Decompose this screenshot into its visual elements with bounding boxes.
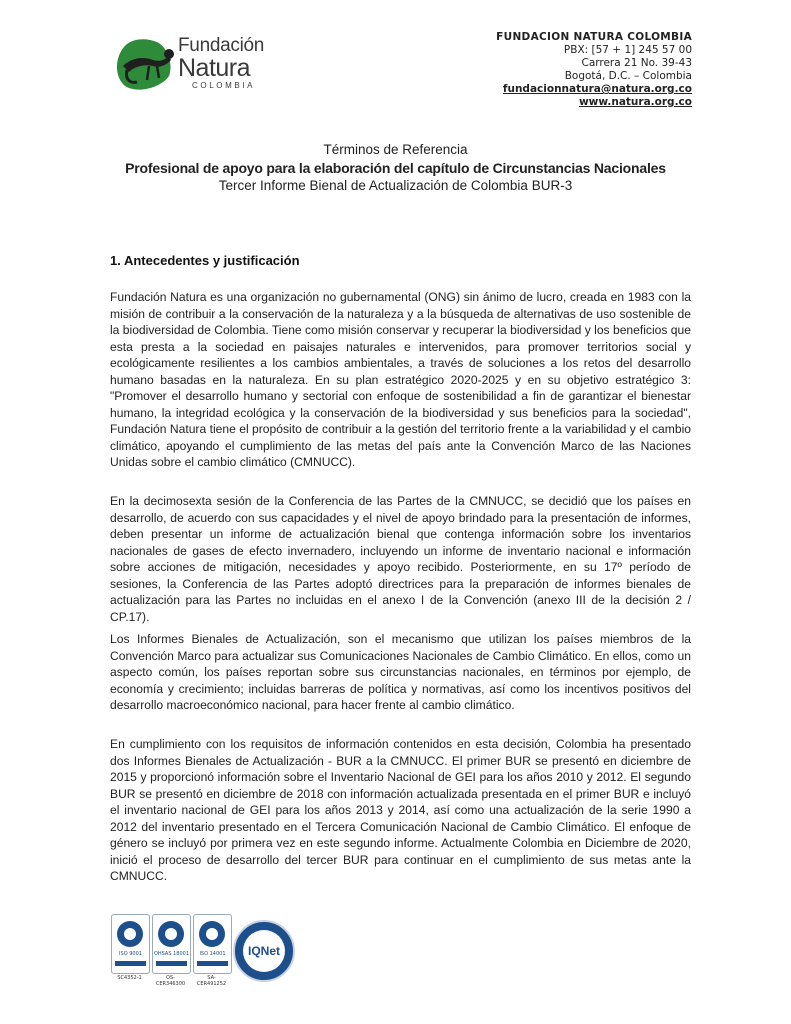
badge-code: SA-CER491252 <box>196 975 227 987</box>
badge-standard: ISO 9001 <box>119 951 142 957</box>
ohsas-18001-badge <box>152 914 191 974</box>
icontec-icon <box>158 921 184 947</box>
icontec-icon <box>117 921 143 947</box>
iqnet-label: IQNet <box>243 930 285 972</box>
paragraph-4: En cumplimiento con los requisitos de información contenidos en esta decisión, Colombia ha presentado dos Informes Bienales de Actualización - BUR a la CMNUCC. El primer BUR se presentó en diciembre de 2015 y proporcionó información sobre el Inventario Nacional de GEI para los años 2010 y 2012. El segundo BUR se presentó en diciembre de 2018 con información actualizada presentada en el primer BUR e incluyó el inventario nacional de GEI para los años 2013 y 2014, así como una actualización de la serie 1990 a 2012 del inventario presentado en el Tercera Comunicación Nacional de Cambio Climático. El enfoque de género se incluyó por primera vez en este segundo informe. Actualmente Colombia en Diciembre de 2020, inició el proceso de desarrollo del tercer BUR para continuar en el cumplimiento de sus metas ante la CMNUCC. <box>110 737 691 883</box>
badge-bar <box>197 961 228 966</box>
paragraph-1: Fundación Natura es una organización no gubernamental (ONG) sin ánimo de lucro, creada en 1983 con la misión de contribuir a la conservación de la naturaleza y a la búsqueda de alternativas de uso sostenible de la biodiversidad de Colombia. Tiene como misión conservar y recuperar la biodiversidad y los beneficios que esta presta a la sociedad en paisajes naturales e intervenidos, para promover territorios social y ecológicamente resilientes a los cambios ambientales, a través de soluciones a los retos del desarrollo humano basadas en la naturaleza. En su plan estratégico 2020-2025 y en su objetivo estratégico 3: "Promover el desarrollo humano y sectorial con enfoque de sostenibilidad a fin de garantizar el bienestar humano, la integridad ecológica y la conservación de la biodiversidad y sus beneficios para la sociedad", Fundación Natura tiene el propósito de contribuir a la gestión del territorio frente a la variabilidad y el cambio climático, apoyando el cumplimiento de las metas del país ante la Convención Marco de las Naciones Unidas sobre el cambio climático (CMNUCC). <box>110 290 691 469</box>
paragraph-2: En la decimosexta sesión de la Conferencia de las Partes de la CMNUCC, se decidió que los países en desarrollo, de acuerdo con sus capacidades y el nivel de apoyo brindado para la presentación de informes, deben presentar un informe de actualización bienal que contenga información sobre los inventarios nacionales de gases de efecto invernadero, incluyendo un informe de inventario nacional e información sobre acciones de mitigación, necesidades y apoyo recibido. Posteriormente, en su 17º período de sesiones, la Conferencia de las Partes adoptó directrices para la preparación de informes bienales de actualización para las Partes no incluidas en el anexo I de la Convención (anexo III de la decisión 2 / CP.17). <box>110 494 691 624</box>
logo-line3: COLOMBIA <box>192 81 256 90</box>
org-name: FUNDACION NATURA COLOMBIA <box>496 31 692 43</box>
logo-wordmark <box>178 36 264 92</box>
city: Bogotá, D.C. – Colombia <box>564 70 692 82</box>
badge-standard: OHSAS 18001 <box>153 951 190 957</box>
iso-14001-badge <box>193 914 232 974</box>
certification-badges <box>111 914 291 987</box>
badge-bar <box>115 961 146 966</box>
badge-standard: ISO 14001 <box>199 951 226 957</box>
phone-number: PBX: [57 + 1] 245 57 00 <box>563 44 692 56</box>
title-line1: Términos de Referencia <box>323 142 468 157</box>
website-link[interactable]: www.natura.org.co <box>578 96 692 108</box>
logo-line1: Fundación <box>178 35 265 56</box>
icontec-icon <box>199 921 225 947</box>
title-line2: Profesional de apoyo para la elaboración del capítulo de Circunstancias Nacionales <box>125 160 666 176</box>
street-address: Carrera 21 No. 39-43 <box>581 57 692 69</box>
iqnet-badge <box>233 920 295 982</box>
badge-bar <box>156 961 187 966</box>
iso-9001-badge <box>111 914 150 974</box>
badge-code: SC4352-1 <box>117 975 142 981</box>
paragraph-3: Los Informes Bienales de Actualización, son el mecanismo que utilizan los países miembros de la Convención Marco para actualizar sus Comunicaciones Nacionales de Cambio Climático. En ellos, como un aspecto común, los países reportan sobre sus circunstancias nacionales, en términos por ejemplo, de economía y crecimiento; incluidas barreras de política y normativas, así como los incentivos positivos del desarrollo macroeconómico nacional, para hacer frente al cambio climático. <box>110 632 691 712</box>
email-link[interactable]: fundacionnatura@natura.org.co <box>502 83 692 95</box>
title-line3: Tercer Informe Bienal de Actualización de Colombia BUR-3 <box>218 178 573 193</box>
document-title <box>0 141 791 195</box>
badge-code: OS-CER346300 <box>155 975 186 987</box>
contact-block <box>496 31 692 109</box>
section-heading: 1. Antecedentes y justificación <box>110 253 300 268</box>
logo-line2: Natura <box>178 54 251 82</box>
